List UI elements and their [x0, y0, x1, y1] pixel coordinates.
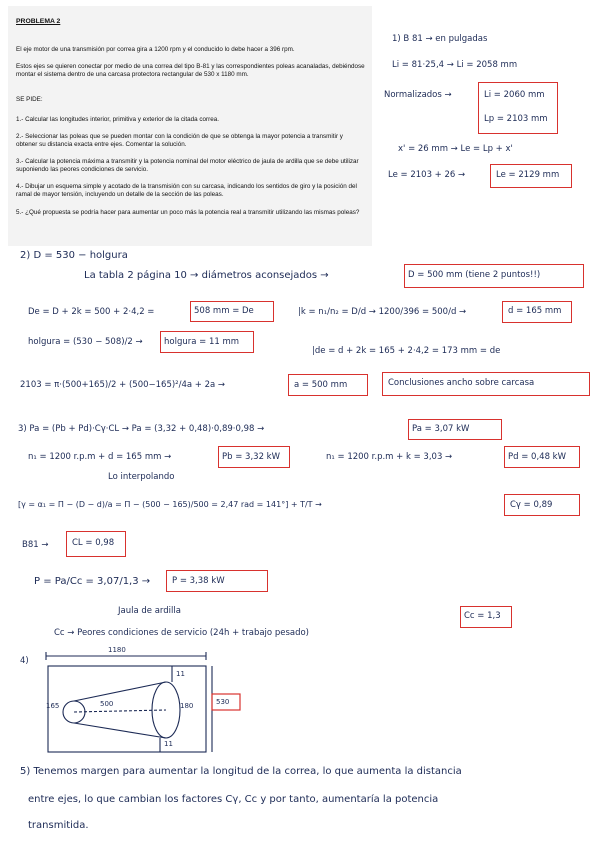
s3-Cc-result: Cc = 1,3: [464, 611, 501, 621]
statement-p6: 3.- Calcular la potencia máxima a transmitir y la potencia nominal del motor eléctrico de jaula de ardilla que se debe utilizar suponiendo las peores condiciones de servicio.: [16, 158, 359, 174]
s2-k-eq: |k = n₁/n₂ = D/d → 1200/396 = 500/d →: [298, 307, 467, 317]
problem-title: PROBLEMA 2: [16, 18, 61, 25]
s3-jaula: Jaula de ardilla: [118, 606, 181, 616]
statement-p7: 4.- Dibujar un esquema simple y acotado de la transmisión con su carcasa, indicando los sentidos de giro y la posición del ramal de mayor tensión, incluyendo un detalle de la sección de las poleas.: [16, 183, 357, 199]
s3-Pa-result: Pa = 3,07 kW: [412, 424, 470, 434]
s3-interpolando: Lo interpolando: [108, 472, 175, 482]
s1-lp-result: Lp = 2103 mm: [484, 114, 548, 124]
statement-p2: Estos ejes se quieren conectar por medio de una correa del tipo B-81 y las correspondientes poleas acanaladas, debiéndose montar el sistema dentro de una carcasa protectora rectangular de 530 x 1180 mm.: [16, 63, 365, 79]
statement-p1: El eje motor de una transmisión por correa gira a 1200 rpm y el conducido lo debe hacer a 396 rpm.: [16, 46, 295, 53]
dim-500: 500: [100, 700, 114, 708]
s5-line3: transmitida.: [28, 820, 89, 831]
dim-11-top: 11: [176, 670, 185, 678]
s1-normalizados: Normalizados →: [384, 90, 452, 100]
s3-Pd-result: Pd = 0,48 kW: [508, 452, 567, 462]
s3-n1-k: n₁ = 1200 r.p.m + k = 3,03 →: [326, 452, 453, 462]
s3-n1-d: n₁ = 1200 r.p.m + d = 165 mm →: [28, 452, 172, 462]
s4-label: 4): [20, 656, 29, 666]
s2-holgura-eq: holgura = (530 − 508)/2 →: [28, 337, 143, 347]
s3-gamma-eq: [γ = α₁ = Π − (D − d)/a = Π − (500 − 165)/500 = 2,47 rad = 141°] + T/T →: [18, 500, 322, 509]
dim-165: 165: [46, 702, 60, 710]
s2-holgura-result: holgura = 11 mm: [164, 337, 240, 347]
s1-li-result: Li = 2060 mm: [484, 90, 545, 100]
s3-Cc-cond: Cc → Peores condiciones de servicio (24h + trabajo pesado): [54, 628, 309, 638]
s3-P-result: P = 3,38 kW: [172, 576, 225, 586]
s3-P-eq: P = Pa/Cc = 3,07/1,3 →: [34, 576, 151, 587]
s3-Pa-eq: 3) Pa = (Pb + Pd)·Cγ·CL → Pa = (3,32 + 0,48)·0,89·0,98 →: [18, 424, 265, 434]
s1-le-result: Le = 2129 mm: [496, 170, 560, 180]
s3-CL-result: CL = 0,98: [72, 538, 115, 548]
s3-Cgamma-result: Cγ = 0,89: [510, 500, 553, 510]
dim-1180: 1180: [108, 646, 126, 654]
s1-line4: x' = 26 mm → Le = Lp + x': [398, 144, 513, 154]
s2-conclusion: Conclusiones ancho sobre carcasa: [388, 378, 535, 388]
s2-De-eq: De = D + 2k = 500 + 2·4,2 =: [28, 307, 155, 317]
s2-line1: 2) D = 530 − holgura: [20, 250, 128, 261]
s2-a-eq: 2103 = π·(500+165)/2 + (500−165)²/4a + 2a →: [20, 380, 226, 390]
statement-p3: SE PIDE:: [16, 96, 43, 103]
s2-d-result: d = 165 mm: [508, 306, 562, 316]
s1-line2: Li = 81·25,4 → Li = 2058 mm: [392, 60, 518, 70]
dim-11-bottom: 11: [164, 740, 173, 748]
s3-b81: B81 →: [22, 540, 49, 550]
s2-De-result: 508 mm = De: [194, 306, 254, 316]
s1-line1: 1) B 81 → en pulgadas: [392, 34, 488, 44]
s2-de-eq: |de = d + 2k = 165 + 2·4,2 = 173 mm = de: [312, 346, 501, 356]
s2-line2: La tabla 2 página 10 → diámetros aconsejados →: [84, 270, 329, 281]
statement-p8: 5.- ¿Qué propuesta se podría hacer para aumentar un poco más la potencia real a transmitir utilizando las mismas poleas?: [16, 209, 360, 216]
s2-D-result: D = 500 mm (tiene 2 puntos!!): [408, 270, 541, 280]
s5-line2: entre ejes, lo que cambian los factores Cγ, Cc y por tanto, aumentaría la potencia: [28, 794, 439, 805]
s2-a-result: a = 500 mm: [294, 380, 348, 390]
dim-180: 180: [180, 702, 194, 710]
s5-line1: 5) Tenemos margen para aumentar la longitud de la correa, lo que aumenta la distancia: [20, 766, 462, 777]
s3-Pb-result: Pb = 3,32 kW: [222, 452, 281, 462]
statement-p4: 1.- Calcular las longitudes interior, primitiva y exterior de la citada correa.: [16, 116, 219, 123]
s1-line5: Le = 2103 + 26 →: [388, 170, 466, 180]
statement-p5: 2.- Seleccionar las poleas que se pueden montar con la condición de que se obtenga la mayor potencia a transmitir y obtener su distancia exacta entre ejes. Comentar la solución.: [16, 133, 343, 149]
dim-530: 530: [216, 698, 230, 706]
